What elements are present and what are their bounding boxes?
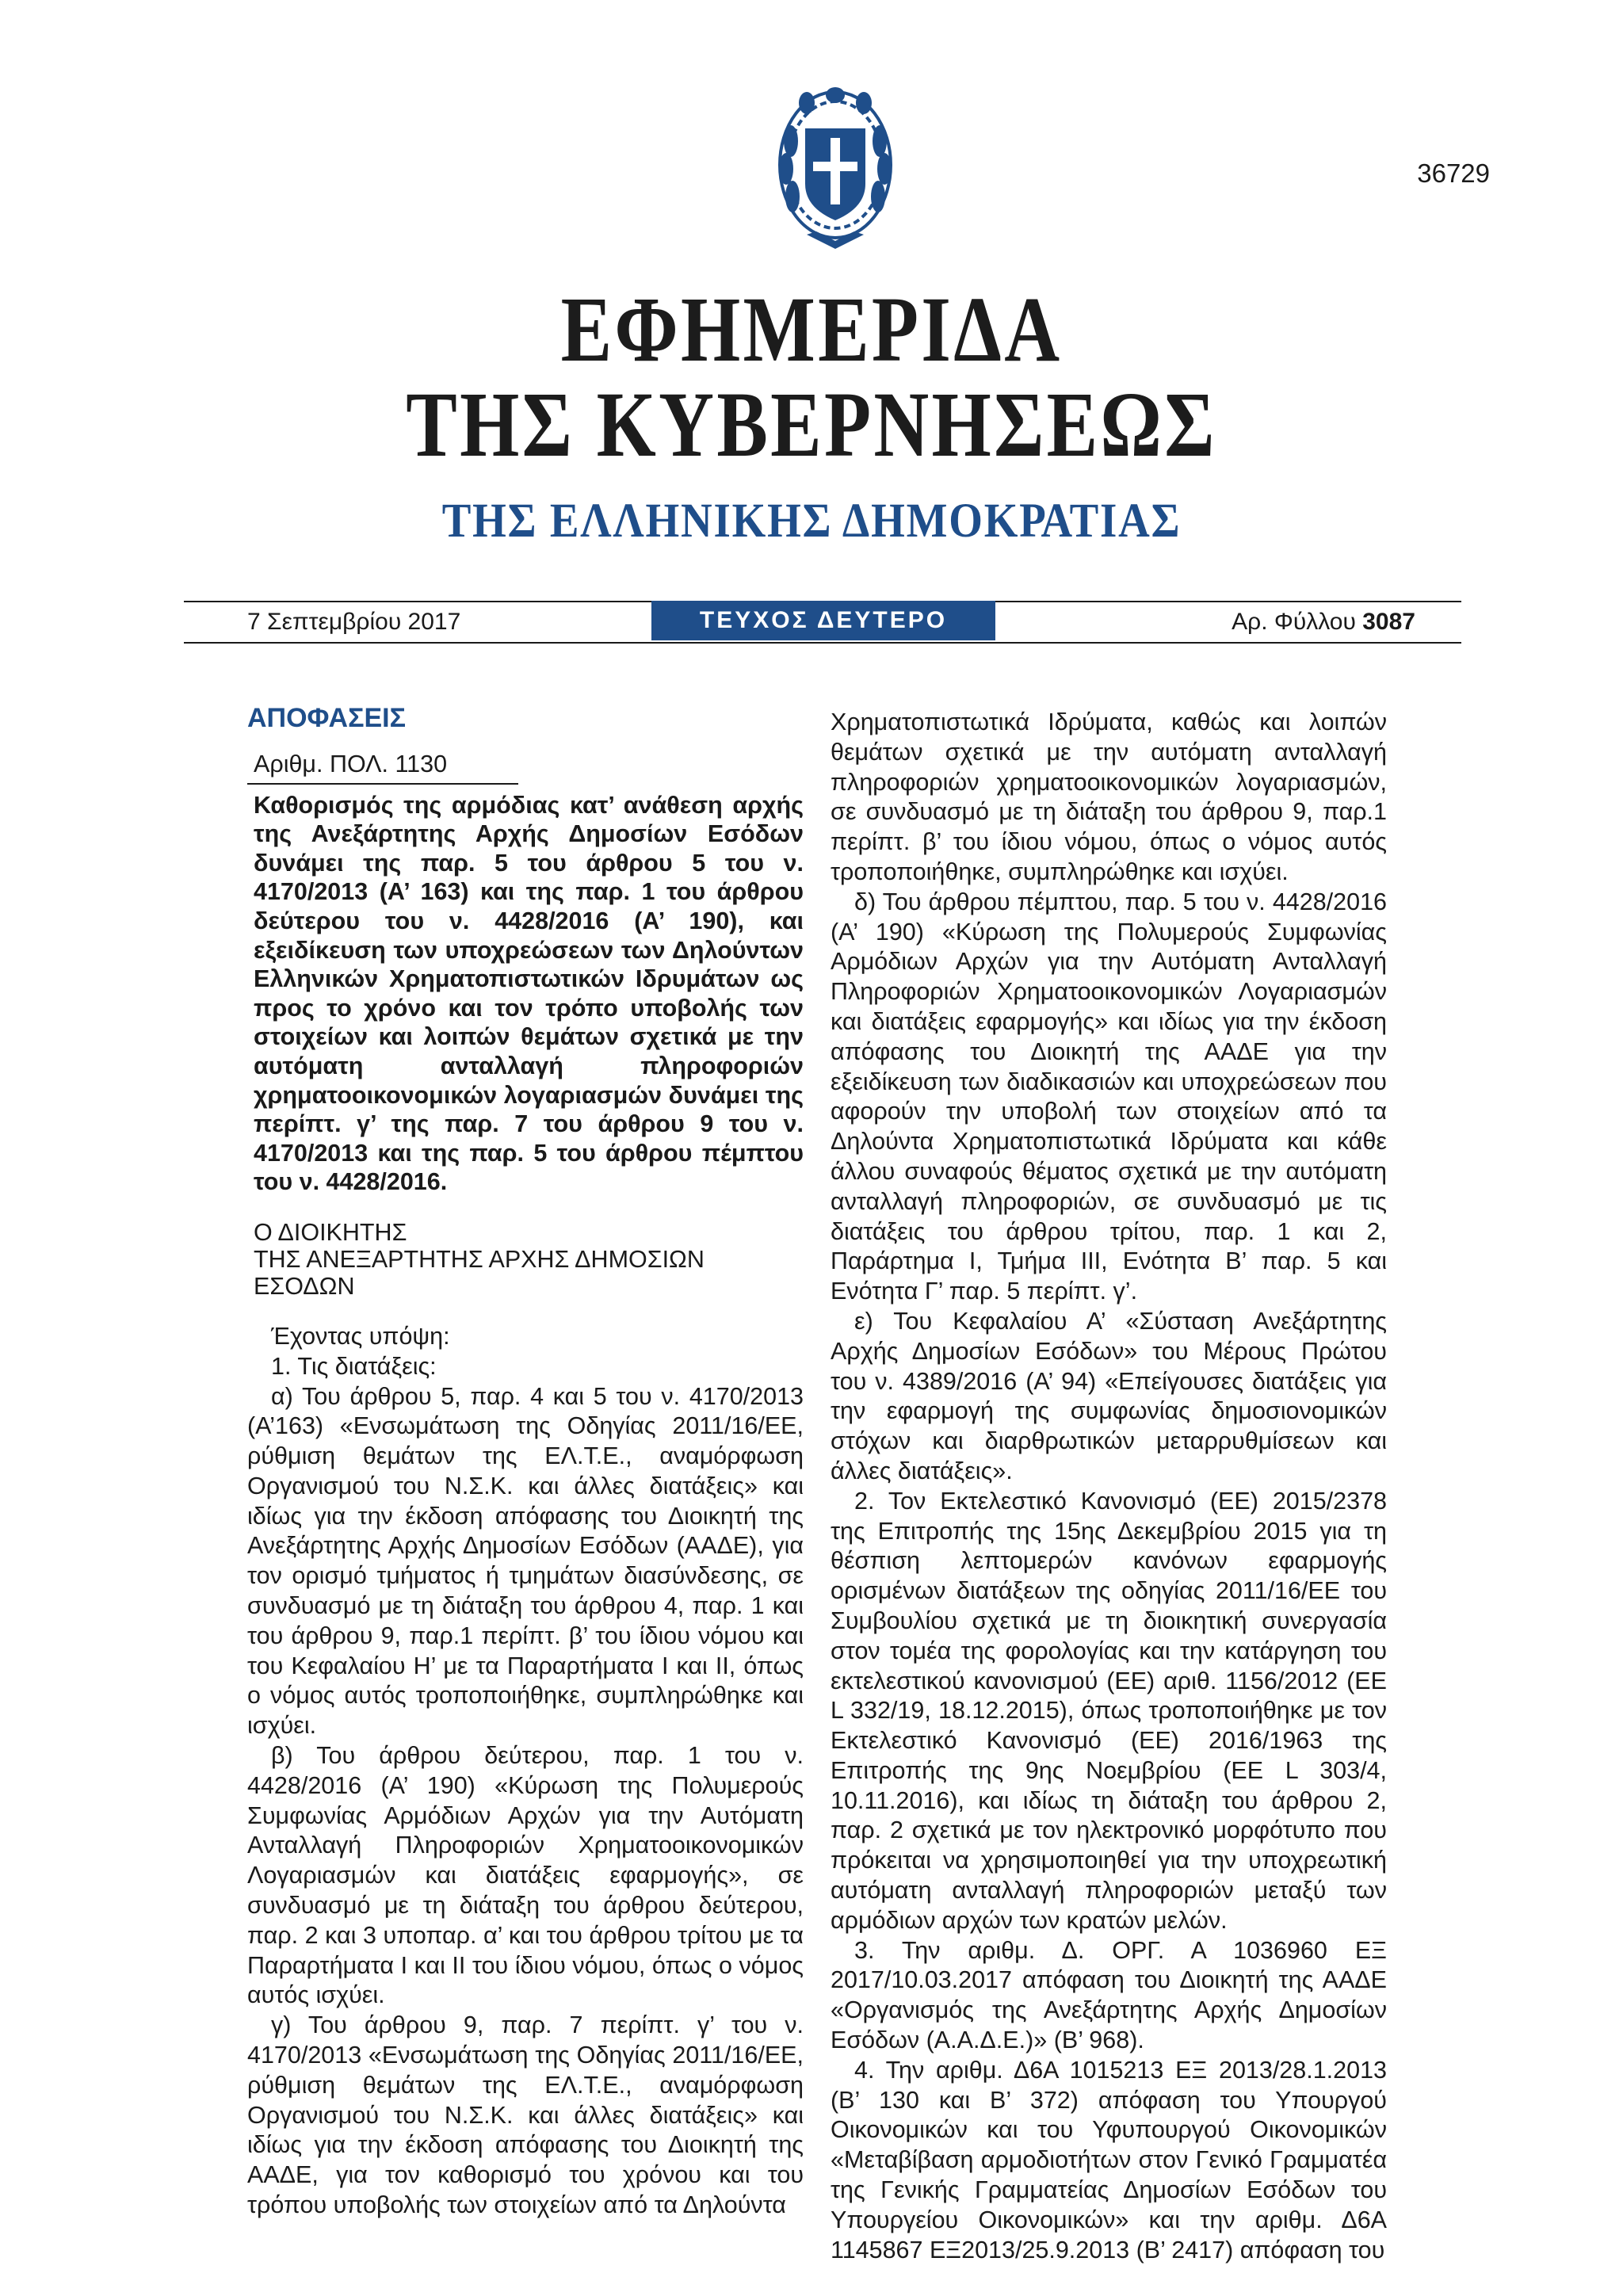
gazette-title-line1: ΕΦΗΜΕΡΙΔΑ: [560, 277, 1063, 381]
right-column: [831, 708, 1387, 2265]
paragraph: Χρηματοπιστωτικά Ιδρύματα, καθώς και λοιπών θεμάτων σχετικά με την αυτόματη ανταλλαγή πληροφοριών χρηματοοικονομικών λογαριασμών, σε συνδυασμό με τη διάταξη του άρθρου 9, παρ.1 περίπτ. β’ του ίδιου νόμου, όπως ο νόμος αυτός τροποποιήθηκε, συμπληρώθηκε και ισχύει.: [831, 709, 1387, 885]
left-column: [247, 704, 804, 2221]
page-number: 36729: [1417, 159, 1490, 188]
paragraph: 4. Την αριθμ. Δ6Α 1015213 ΕΞ 2013/28.1.2013 (Β’ 130 και Β’ 372) απόφαση του Υπουργού Οικονομικών και του Υφυπουργού Οικονομικών «Μεταβίβαση αρμοδιοτήτων στον Γενικό Γραμματέα της Γενικής Γραμματείας Δημοσίων Εσόδων του Υπουργείου Οικονομικών» και την αριθμ. Δ6Α 1145867 ΕΞ2013/25.9.2013 (Β’ 2417) απόφαση του: [831, 2056, 1387, 2264]
paragraph: β) Του άρθρου δεύτερου, παρ. 1 του ν. 4428/2016 (Α’ 190) «Κύρωση της Πολυμερούς Συμφωνίας Αρμόδιων Αρχών για την Αυτόματη Ανταλλαγή Πληροφοριών Χρηματοοικονομικών Λογαριασμών και διατάξεις εφαρμογής», σε συνδυασμό με τη διάταξη του άρθρου δεύτερου, παρ. 2 και 3 υποπαρ. α’ και του άρθρου τρίτου με τα Παραρτήματα Ι και ΙΙ του ίδιου νόμου, όπως ο νόμος αυτός ισχύει.: [247, 1742, 804, 2009]
issue-series-badge: [651, 601, 995, 640]
decision-number: Αριθμ. ΠΟΛ. 1130: [247, 750, 518, 785]
paragraph: 1. Τις διατάξεις:: [271, 1352, 437, 1380]
sheet-label: Αρ. Φύλλου: [1232, 609, 1356, 635]
issue-series: ΤΕΥΧΟΣ ΔΕΥΤΕΡΟ: [699, 607, 948, 633]
paragraph: α) Του άρθρου 5, παρ. 4 και 5 του ν. 4170/2013 (Α’163) «Ενσωμάτωση της Οδηγίας 2011/16/ΕΕ, ρύθμιση θεμάτων της ΕΛ.Τ.Ε., αναμόρφωση Οργανισμού του Ν.Σ.Κ. και άλλες διατάξεις» και ιδίως για την έκδοση απόφασης του Διοικητή της Ανεξάρτητης Αρχής Δημοσίων Εσόδων (ΑΑΔΕ), για τον ορισμό τμήματος ή τμημάτων διασύνδεσης, σε συνδυασμό με τη διάταξη του άρθρου 4, παρ. 1 και του άρθρου 9, παρ.1 περίπτ. β’ του ίδιου νόμου και του Κεφαλαίου Η’ με τα Παραρτήματα Ι και ΙΙ, όπως ο νόμος αυτός τροποποιήθηκε, συμπληρώθηκε και ισχύει.: [247, 1382, 804, 1740]
authority-line1: Ο ΔΙΟΙΚΗΤΗΣ: [254, 1218, 407, 1246]
gazette-subtitle: ΤΗΣ ΕΛΛΗΝΙΚΗΣ ΔΗΜΟΚΡΑΤΙΑΣ: [441, 495, 1182, 548]
paragraph: 3. Την αριθμ. Δ. ΟΡΓ. Α 1036960 ΕΞ 2017/10.03.2017 απόφαση του Διοικητή της ΑΑΔΕ «Οργανισμός της Ανεξάρτητης Αρχής Δημοσίων Εσόδων (Α.Α.Δ.Ε.)» (Β’ 968).: [831, 1936, 1387, 2054]
paragraph: ε) Του Κεφαλαίου Α’ «Σύσταση Ανεξάρτητης Αρχής Δημοσίων Εσόδων» του Μέρους Πρώτου του ν. 4389/2016 (Α’ 94) «Επείγουσες διατάξεις για την εφαρμογή της συμφωνίας δημοσιονομικών στόχων και διαρθρωτικών μεταρρυθμίσεων και άλλες διατάξεις».: [831, 1307, 1387, 1484]
issue-bar: [184, 601, 1461, 644]
decision-title: Καθορισμός της αρμόδιας κατ’ ανάθεση αρχής της Ανεξάρτητης Αρχής Δημοσίων Εσόδων δυνάμει της παρ. 5 του άρθρου 5 του ν. 4170/2013 (Α’ 163) και της παρ. 1 του άρθρου δεύτερου του ν. 4428/2016 (Α’ 190), και εξειδίκευση των υποχρεώσεων των Δηλούντων Ελληνικών Χρηματοπιστωτικών Ιδρυμάτων ως προς το χρόνο και τον τρόπο υποβολής των στοιχείων και λοιπών θεμάτων σχετικά με την αυτόματη ανταλλαγή πληροφοριών χρηματοοικονομικών λογαριασμών δυνάμει της περίπτ. γ’ της παρ. 7 του άρθρου 9 του ν. 4170/2013 και της παρ. 5 του άρθρου πέμπτου του ν. 4428/2016.: [254, 791, 804, 1196]
issue-sheet: [1232, 609, 1415, 636]
paragraph: δ) Του άρθρου πέμπτου, παρ. 5 του ν. 4428/2016 (Α’ 190) «Κύρωση της Πολυμερούς Συμφωνίας Αρμόδιων Αρχών για την Αυτόματη Ανταλλαγή Πληροφοριών Χρηματοοικονομικών Λογαριασμών και διατάξεις εφαρμογής» και ιδίως για την έκδοση απόφασης του Διοικητή της ΑΑΔΕ για την εξειδίκευση των διαδικασιών και υποχρεώσεων που αφορούν την υποβολή των στοιχείων από τα Δηλούντα Χρηματοπιστωτικά Ιδρύματα και κάθε άλλου συναφούς θέματος σχετικά με την αυτόματη ανταλλαγή πληροφοριών, σε συνδυασμό με τις διατάξεις του άρθρου τρίτου, παρ. 1 και 2, Παράρτημα Ι, Τμήμα ΙΙΙ, Ενότητα Β’ παρ. 5 και Ενότητα Γ’ παρ. 5 περίπτ. γ’.: [831, 888, 1387, 1305]
gazette-title-line2: ΤΗΣ ΚΥΒΕΡΝΗΣΕΩΣ: [406, 372, 1217, 476]
paragraph: 2. Τον Εκτελεστικό Κανονισμό (ΕΕ) 2015/2378 της Επιτροπής της 15ης Δεκεμβρίου 2015 για τη θέσπιση λεπτομερών κανόνων εφαρμογής ορισμένων διατάξεων της οδηγίας 2011/16/ΕΕ του Συμβουλίου σχετικά με τη διοικητική συνεργασία στον τομέα της φορολογίας και την κατάργηση του εκτελεστικού κανονισμού (ΕΕ) αριθ. 1156/2012 (EE L 332/19, 18.12.2015), όπως τροποποιήθηκε με τον Εκτελεστικό Κανονισμό (ΕΕ) 2016/1963 της Επιτροπής της 9ης Νοεμβρίου (EE L 303/4, 10.11.2016), και ιδίως τη διάταξη του άρθρου 2, παρ. 2 σχετικά με τον ηλεκτρονικό μορφότυπο που πρόκειται να χρησιμοποιηθεί για την υποχρεωτική αυτόματη ανταλλαγή πληροφοριών μεταξύ των αρμόδιων αρχών των κρατών μελών.: [831, 1487, 1387, 1934]
section-heading: ΑΠΟΦΑΣΕΙΣ: [247, 703, 407, 733]
issue-date: 7 Σεπτεμβρίου 2017: [247, 609, 461, 635]
paragraph: γ) Του άρθρου 9, παρ. 7 περίπτ. γ’ του ν. 4170/2013 «Ενσωμάτωση της Οδηγίας 2011/16/ΕΕ, ρύθμιση θεμάτων της ΕΛ.Τ.Ε., αναμόρφωση Οργανισμού του Ν.Σ.Κ. και άλλες διατάξεις» και ιδίως για την έκδοση απόφασης του Διοικητή της ΑΑΔΕ, για τον καθορισμό του χρόνου και του τρόπου υποβολής των στοιχείων από τα Δηλούντα: [247, 2011, 804, 2219]
authority-line2: ΤΗΣ ΑΝΕΞΑΡΤΗΤΗΣ ΑΡΧΗΣ ΔΗΜΟΣΙΩΝ ΕΣΟΔΩΝ: [254, 1245, 705, 1300]
greek-coat-of-arms-emblem: [775, 86, 896, 254]
sheet-number: 3087: [1362, 609, 1415, 635]
paragraph: Έχοντας υπόψη:: [271, 1322, 450, 1350]
